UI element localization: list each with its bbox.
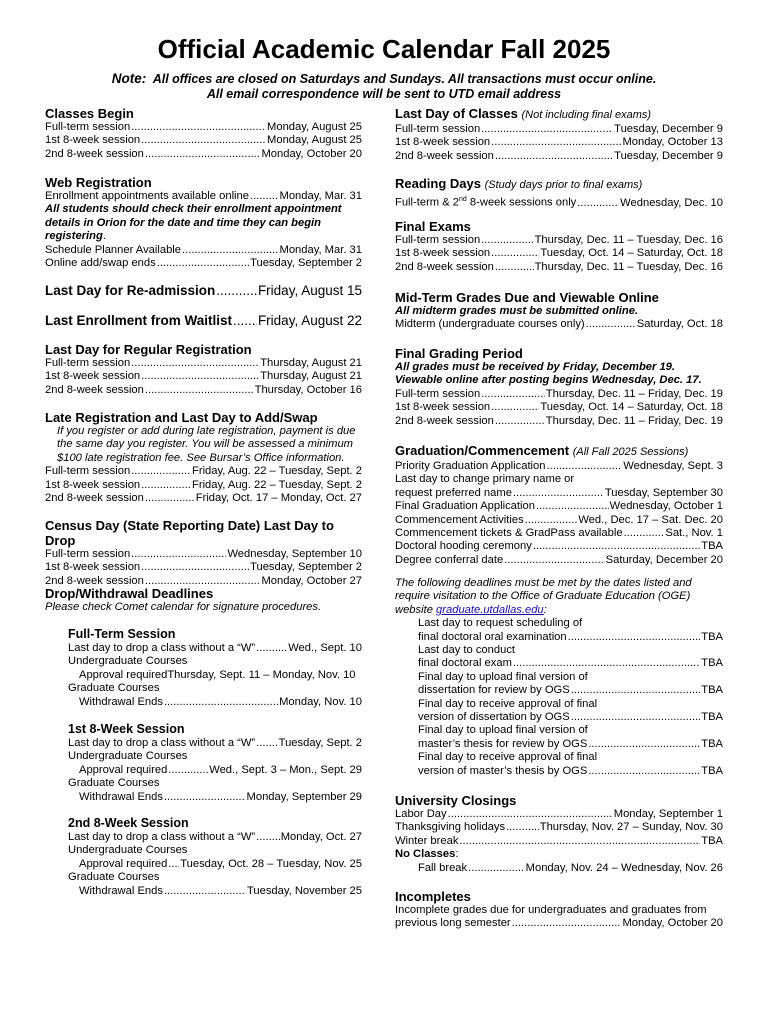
enrollment-note: details in Orion for the date and time they can begin xyxy=(45,216,322,229)
date-row: 1st 8-week session ..... Tuesday, Oct. 14 – Saturday, Oct. 18 xyxy=(395,401,723,414)
date-row: Withdrawal Ends ..... Monday, September 29 xyxy=(45,791,362,804)
date-row: Full-term session ..... Monday, August 25 xyxy=(45,121,362,134)
date-row: Enrollment appointments available online ..... Monday, Mar. 31 xyxy=(45,190,362,203)
final-grading-section xyxy=(395,346,723,428)
classes-begin-section xyxy=(45,106,362,161)
web-registration-section xyxy=(45,175,362,270)
course-type: Undergraduate Courses xyxy=(68,750,188,763)
course-type: Undergraduate Courses xyxy=(68,844,188,857)
late-fee-note: the same day you register. You will be assessed a minimum xyxy=(57,438,353,451)
university-closings-section xyxy=(395,793,723,875)
note-label: Note: xyxy=(111,71,147,86)
course-type: Graduate Courses xyxy=(68,682,160,695)
late-fee-note: $100 late registration fee. See Bursar’s Office information. xyxy=(57,451,345,464)
oge-website-link[interactable]: graduate.utdallas.edu xyxy=(436,603,544,616)
section-heading: University Closings xyxy=(395,793,517,808)
section-heading: Web Registration xyxy=(45,175,152,190)
drop-withdrawal-section xyxy=(45,586,362,614)
date-row: 2nd 8-week session ..... Thursday, Dec. 11 – Tuesday, Dec. 16 xyxy=(395,261,723,274)
oge-item-text: Final day to upload final version of xyxy=(418,724,588,737)
date-row: dissertation for review by OGS ..... TBA xyxy=(418,684,723,697)
date-row: Midterm (undergraduate courses only) ..... Saturday, Oct. 18 xyxy=(395,318,723,331)
reading-days-section xyxy=(395,176,723,210)
incompletes-section xyxy=(395,889,723,931)
date-row: master’s thesis for review by OGS ..... TBA xyxy=(418,738,723,751)
midterm-section xyxy=(395,290,723,332)
top-note xyxy=(0,72,768,101)
date-row: Full-term session ..... Tuesday, December 9 xyxy=(395,123,723,136)
session-heading: 2nd 8-Week Session xyxy=(68,816,189,830)
oge-section xyxy=(395,577,723,778)
section-heading: Census Day (State Reporting Date) Last Day to Drop xyxy=(45,518,334,548)
last-day-classes-section xyxy=(395,106,723,163)
date-row: 2nd 8-week session ..... Tuesday, December 9 xyxy=(395,150,723,163)
course-type: Graduate Courses xyxy=(68,777,160,790)
regular-registration-section xyxy=(45,342,362,397)
date-row: Approval required ..... Tuesday, Oct. 28 – Tuesday, Nov. 25 xyxy=(45,858,362,871)
grading-note: Viewable online after posting begins Wednesday, Dec. 17. xyxy=(395,374,702,387)
section-heading: Classes Begin xyxy=(45,106,134,121)
late-fee-note: If you register or add during late registration, payment is due xyxy=(57,425,356,437)
date-row: Commencement tickets & GradPass available ..... Sat., Nov. 1 xyxy=(395,527,723,540)
date-row: final doctoral oral examination ..... TBA xyxy=(418,631,723,644)
date-row: Labor Day ..... Monday, September 1 xyxy=(395,808,723,821)
date-row: Commencement Activities ..... Wed., Dec. 17 – Sat. Dec. 20 xyxy=(395,514,723,527)
date-row: Last day to drop a class without a “W” ..... Tuesday, Sept. 2 xyxy=(45,737,362,750)
enrollment-note: All students should check their enrollment appointment xyxy=(45,203,342,216)
date-row: 1st 8-week session ..... Monday, August 25 xyxy=(45,134,362,147)
section-heading: Graduation/Commencement (All Fall 2025 Sessions) xyxy=(395,443,689,458)
page-title: Official Academic Calendar Fall 2025 xyxy=(157,34,611,64)
section-heading: Last Day for Regular Registration xyxy=(45,342,252,357)
date-row: 2nd 8-week session ..... Thursday, October 16 xyxy=(45,384,362,397)
date-row: 1st 8-week session ..... Friday, Aug. 22 – Tuesday, Sept. 2 xyxy=(45,479,362,492)
enrollment-note: registering. xyxy=(45,230,106,243)
oge-item-text: Last day to request scheduling of xyxy=(418,617,583,630)
midterm-note: All midterm grades must be submitted online. xyxy=(395,305,639,317)
date-row: final doctoral exam ..... TBA xyxy=(418,657,723,670)
date-row: Full-term session ..... Thursday, August 21 xyxy=(45,357,362,370)
session-heading: Full-Term Session xyxy=(68,627,176,641)
census-section xyxy=(45,518,362,588)
date-row: Approval required Thursday, Sept. 11 – Monday, Nov. 10 xyxy=(79,668,356,681)
section-heading: Final Exams xyxy=(395,219,471,234)
course-type: Undergraduate Courses xyxy=(68,655,188,668)
date-row: 2nd 8-week session ..... Monday, October 27 xyxy=(45,575,362,588)
oge-note: The following deadlines must be met by the dates listed and xyxy=(395,577,692,589)
date-row: previous long semester ..... Monday, October 20 xyxy=(395,917,723,930)
date-row: request preferred name ..... Tuesday, September 30 xyxy=(395,487,723,500)
oge-note: require visitation to the Office of Graduate Education (OGE) xyxy=(395,590,691,603)
date-row: Last day to drop a class without a “W” ..... Monday, Oct. 27 xyxy=(45,831,362,844)
note-line-2: All email correspondence will be sent to UTD email address xyxy=(206,86,562,101)
oge-item-text: Last day to conduct xyxy=(418,644,516,657)
date-row: Online add/swap ends ..... Tuesday, September 2 xyxy=(45,257,362,270)
date-row: Withdrawal Ends ..... Monday, Nov. 10 xyxy=(45,696,362,709)
section-heading: Final Grading Period xyxy=(395,346,523,361)
grading-note: All grades must be received by Friday, December 19. xyxy=(395,361,676,373)
name-change-text: Last day to change primary name or xyxy=(395,473,575,486)
date-row: 2nd 8-week session ..... Thursday, Dec. 11 – Friday, Dec. 19 xyxy=(395,415,723,428)
section-heading: Last Day of Classes (Not including final exams) xyxy=(395,106,652,121)
date-row: Full-term & 2nd 8-week sessions only ..... Wednesday, Dec. 10 xyxy=(395,193,723,210)
section-heading: Drop/Withdrawal Deadlines xyxy=(45,586,214,601)
date-row: version of master’s thesis by OGS ..... TBA xyxy=(418,765,723,778)
incompletes-text: Incomplete grades due for undergraduates and graduates from xyxy=(395,904,707,916)
oge-item-text: Final day to receive approval of final xyxy=(418,697,598,710)
date-row: Full-term session ..... Wednesday, September 10 xyxy=(45,548,362,561)
second-8-week-drop-block xyxy=(45,816,362,898)
date-row: Schedule Planner Available ..... Monday, Mar. 31 xyxy=(45,244,362,257)
date-row: Withdrawal Ends ..... Tuesday, November 25 xyxy=(45,885,362,898)
readmission-row: Last Day for Re-admission ..... Friday, August 15 xyxy=(45,284,362,297)
oge-note: website graduate.utdallas.edu: xyxy=(395,603,547,616)
signature-note: Please check Comet calendar for signature procedures. xyxy=(45,601,322,613)
note-line-1: All offices are closed on Saturdays and Sundays. All transactions must occur online. xyxy=(152,72,657,86)
date-row: Doctoral hooding ceremony ..... TBA xyxy=(395,540,723,553)
late-registration-section xyxy=(45,410,362,505)
no-classes-label: No Classes: xyxy=(395,848,459,861)
date-row: Degree conferral date ..... Saturday, December 20 xyxy=(395,554,723,567)
date-row: 2nd 8-week session ..... Monday, October 20 xyxy=(45,148,362,161)
date-row: Approval required ..... Wed., Sept. 3 – Mon., Sept. 29 xyxy=(45,764,362,777)
date-row: Winter break ..... TBA xyxy=(395,835,723,848)
session-heading: 1st 8-Week Session xyxy=(68,722,185,736)
date-row: 1st 8-week session ..... Monday, October 13 xyxy=(395,136,723,149)
section-heading: Mid-Term Grades Due and Viewable Online xyxy=(395,290,659,305)
date-row: Final Graduation Application ..... Wednesday, October 1 xyxy=(395,500,723,513)
graduation-section xyxy=(395,443,723,567)
date-row: Last day to drop a class without a “W” ..... Wed., Sept. 10 xyxy=(45,642,362,655)
oge-item-text: Final day to upload final version of xyxy=(418,670,588,683)
date-row: Fall break ..... Monday, Nov. 24 – Wednesday, Nov. 26 xyxy=(395,862,723,875)
section-heading: Late Registration and Last Day to Add/Swap xyxy=(45,410,318,425)
date-row: Thanksgiving holidays ..... Thursday, Nov. 27 – Sunday, Nov. 30 xyxy=(395,821,723,834)
oge-item-text: Final day to receive approval of final xyxy=(418,751,598,764)
date-row: 2nd 8-week session ..... Friday, Oct. 17 – Monday, Oct. 27 xyxy=(45,492,362,505)
final-exams-section xyxy=(395,219,723,274)
date-row: Full-term session ..... Thursday, Dec. 11 – Tuesday, Dec. 16 xyxy=(395,234,723,247)
waitlist-row: Last Enrollment from Waitlist ..... Friday, August 22 xyxy=(45,314,362,327)
date-row: 1st 8-week session ..... Thursday, August 21 xyxy=(45,370,362,383)
date-row: 1st 8-week session ..... Tuesday, September 2 xyxy=(45,561,362,574)
full-term-drop-block xyxy=(45,627,362,709)
date-row: Full-term session ..... Thursday, Dec. 11 – Friday, Dec. 19 xyxy=(395,388,723,401)
date-row: version of dissertation by OGS ..... TBA xyxy=(418,711,723,724)
date-row: Full-term session ..... Friday, Aug. 22 – Tuesday, Sept. 2 xyxy=(45,465,362,478)
first-8-week-drop-block xyxy=(45,722,362,804)
date-row: Priority Graduation Application ..... Wednesday, Sept. 3 xyxy=(395,460,723,473)
section-heading: Incompletes xyxy=(395,889,471,904)
section-heading: Reading Days (Study days prior to final exams) xyxy=(395,176,643,191)
course-type: Graduate Courses xyxy=(68,871,160,884)
date-row: 1st 8-week session ..... Tuesday, Oct. 14 – Saturday, Oct. 18 xyxy=(395,247,723,260)
